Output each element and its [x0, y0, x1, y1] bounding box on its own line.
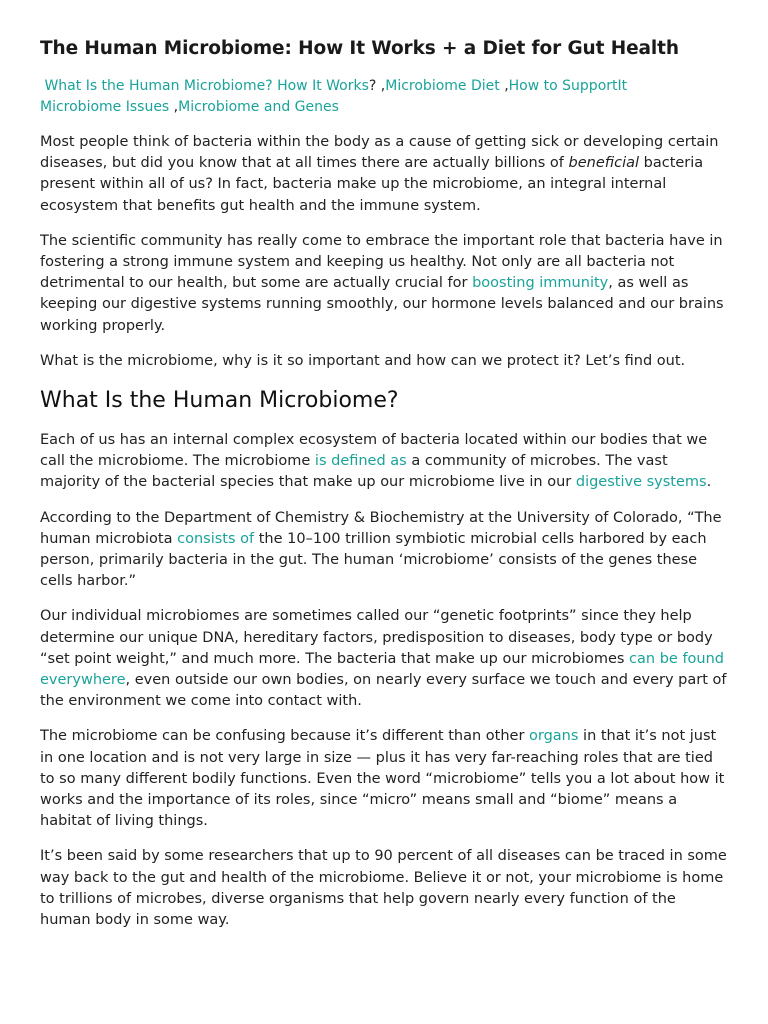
link-consists-of[interactable]: consists of [177, 530, 255, 547]
text-segment: a community of microbes. The vast majority of the bacterial species that make up our microbiome live in our [40, 453, 668, 491]
toc-separator: , [376, 78, 386, 94]
text-segment: According to the Department of Chemistry & Biochemistry at the University of Colorado, “The human microbiota [40, 509, 722, 547]
section-paragraph-2 [40, 508, 730, 593]
section-paragraph-3 [40, 606, 730, 712]
text-segment: bacteria present within all of us? In fact, bacteria make up the microbiome, an integral internal ecosystem that benefits gut health and the immune system. [40, 155, 704, 214]
text-segment: Most people think of bacteria within the body as a cause of getting sick or developing certain diseases, but did you know that at all times there are actually billions of [40, 134, 719, 172]
table-of-contents [40, 76, 730, 118]
text-segment: . [706, 474, 712, 491]
section-heading-human-microbiome: What Is the Human Microbiome? [40, 388, 399, 414]
section-paragraph-5: It’s been said by some researchers that up to 90 percent of all diseases can be traced in some way back to the gut and health of the microbiome. Believe it or not, your microbiome is home to trillions of microbes, diverse organisms that help govern nearly every function of the human body in some way. [40, 848, 727, 929]
page-title: The Human Microbiome: How It Works + a Diet for Gut Health [40, 38, 679, 59]
toc-separator: ? [368, 78, 377, 94]
text-segment: , even outside our own bodies, on nearly every surface we touch and every part of the environment we come into contact with. [40, 672, 727, 710]
section-paragraph-4 [40, 726, 730, 832]
text-segment: Our individual microbiomes are sometimes called our “genetic footprints” since they help determine our unique DNA, hereditary factors, predisposition to diseases, body type or body “set point weight,” and much more. The bacteria that make up our microbiomes [40, 608, 713, 667]
toc-link-microbiome-issues[interactable]: Microbiome Issues [40, 99, 170, 115]
toc-separator: , [169, 99, 179, 115]
intro-paragraph-3: What is the microbiome, why is it so important and how can we protect it? Let’s find out. [40, 352, 686, 369]
link-boosting-immunity[interactable]: boosting immunity [472, 275, 609, 292]
intro-paragraph-2 [40, 231, 730, 337]
text-segment: The microbiome can be confusing because it’s different than other [40, 728, 530, 745]
text-segment: , as well as keeping our digestive systems running smoothly, our hormone levels balanced and our brains working properly. [40, 275, 724, 334]
link-organs[interactable]: organs [529, 728, 579, 745]
text-segment: The scientific community has really come to embrace the important role that bacteria have in fostering a strong immune system and keeping us healthy. Not only are all bacteria not detrimental to our health, but some are actually crucial for [40, 232, 723, 292]
text-segment: the 10–100 trillion symbiotic microbial cells harbored by each person, primarily bacteria in the gut. The human ‘microbiome’ consists of the genes these cells harbor.” [40, 530, 707, 590]
toc-link-microbiome-genes[interactable]: Microbiome and Genes [178, 99, 339, 115]
toc-separator: , [499, 78, 509, 94]
emphasis-text: beneficial [568, 155, 640, 172]
text-segment: in that it’s not just in one location and is not very large in size — plus it has very far-reaching roles that are tied to so many different bodily functions. Even the word “microbiome” tells you a lot about how it works and the importance of its roles, since “micro” means small and “biome” means a habitat of living things. [40, 728, 725, 830]
link-is-defined-as[interactable]: is defined as [314, 453, 407, 470]
link-digestive-systems[interactable]: digestive systems [575, 474, 707, 491]
toc-link-how-it-works[interactable]: How It Works [277, 78, 369, 94]
link-can-be-found-everywhere[interactable]: can be found everywhere [40, 650, 724, 689]
article [40, 36, 730, 945]
toc-link-microbiome-diet[interactable]: Microbiome Diet [385, 78, 500, 94]
text-segment: Each of us has an internal complex ecosystem of bacteria located within our bodies that we call the microbiome. The microbiome [40, 432, 708, 470]
toc-link-how-to-support[interactable]: How to SupportIt [508, 78, 628, 94]
intro-paragraph-1 [40, 132, 730, 217]
section-paragraph-1 [40, 430, 730, 494]
toc-link-human-microbiome[interactable]: What Is the Human Microbiome? [44, 78, 273, 94]
